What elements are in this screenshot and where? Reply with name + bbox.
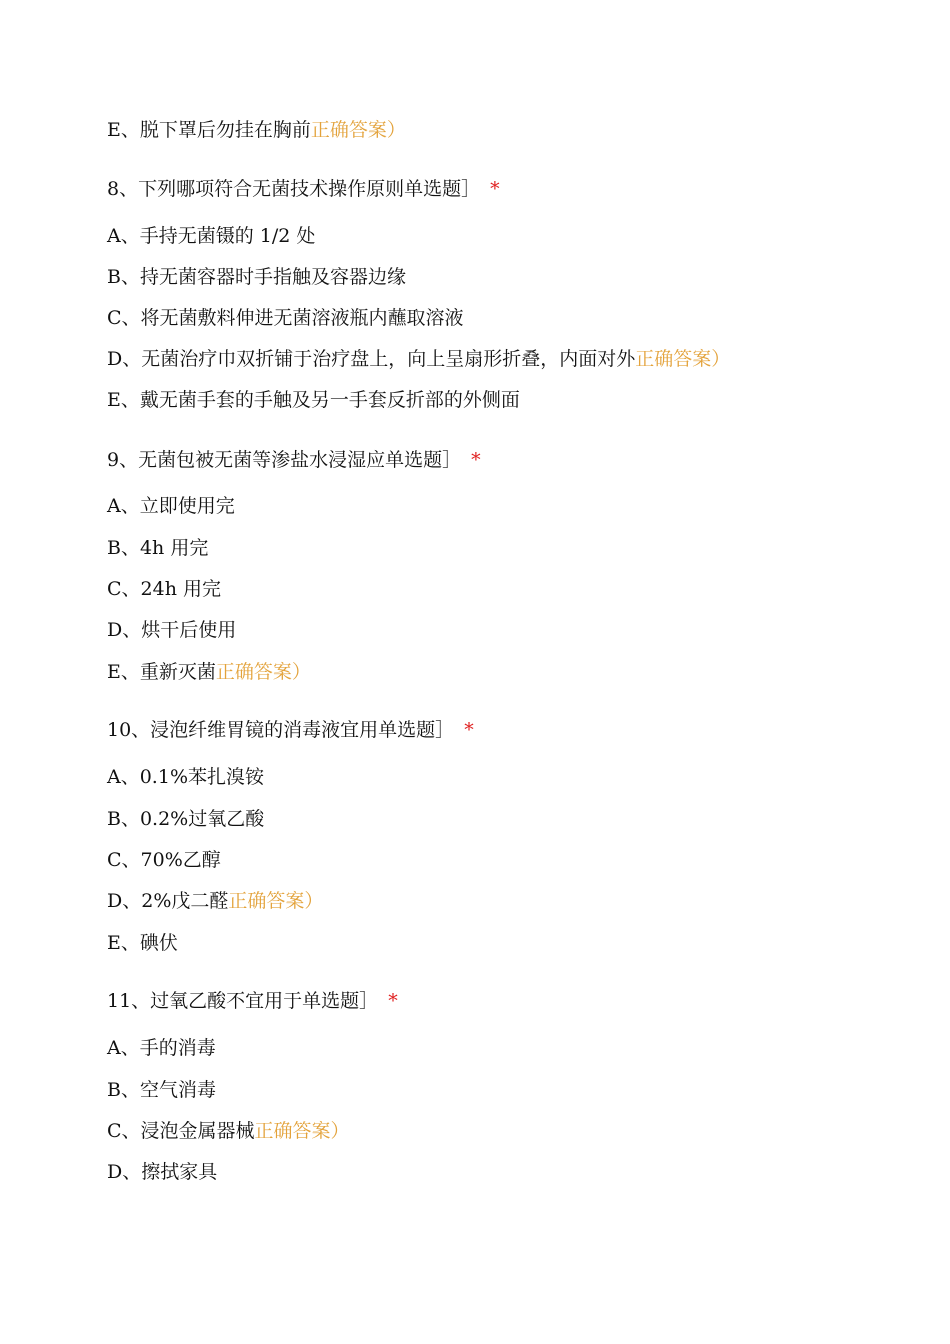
correct-answer-label: 正确答案）	[215, 661, 311, 683]
question-text: 9、无菌包被无菌等渗盐水浸湿应单选题］	[107, 449, 462, 471]
option-text: E、碘伏	[107, 932, 178, 954]
option-text: A、手的消毒	[107, 1037, 216, 1059]
answer-option	[107, 660, 311, 684]
option-text: B、空气消毒	[107, 1079, 216, 1101]
required-asterisk: *	[464, 719, 474, 741]
correct-answer-label: 正确答案）	[635, 348, 731, 370]
answer-option	[107, 577, 221, 601]
question-title	[107, 177, 500, 201]
question-text: 8、下列哪项符合无菌技术操作原则单选题］	[107, 178, 481, 200]
option-text: A、0.1%苯扎溴铵	[107, 766, 264, 788]
answer-option	[107, 807, 264, 831]
answer-option	[107, 224, 315, 248]
answer-option	[107, 1036, 216, 1060]
option-text: B、持无菌容器时手指触及容器边缘	[107, 266, 406, 288]
answer-option	[107, 931, 178, 955]
correct-answer-label: 正确答案）	[254, 1120, 350, 1142]
answer-option	[107, 265, 406, 289]
answer-option	[107, 1160, 217, 1184]
option-text: B、0.2%过氧乙酸	[107, 808, 265, 830]
option-text: D、无菌治疗巾双折铺于治疗盘上，向上呈扇形折叠，内面对外	[107, 348, 636, 370]
required-asterisk: *	[471, 449, 481, 471]
answer-option	[107, 494, 235, 518]
answer-option	[107, 889, 323, 913]
option-text: C、24h 用完	[107, 578, 221, 600]
answer-option	[107, 536, 208, 560]
option-text: C、浸泡金属器械	[107, 1120, 255, 1142]
answer-option	[107, 618, 236, 642]
answer-option	[107, 1078, 216, 1102]
option-text: E、戴无菌手套的手触及另一手套反折部的外侧面	[107, 389, 520, 411]
question-title	[107, 718, 474, 742]
option-text: C、70%乙醇	[107, 849, 221, 871]
option-text: A、手持无菌镊的 1/2 处	[107, 225, 316, 247]
answer-option	[107, 118, 406, 142]
answer-option	[107, 347, 730, 371]
answer-option	[107, 388, 520, 412]
option-text: D、2%戊二醛	[107, 890, 229, 912]
answer-option	[107, 1119, 350, 1143]
option-text: A、立即使用完	[107, 495, 235, 517]
option-text: B、4h 用完	[107, 537, 209, 559]
required-asterisk: *	[490, 178, 500, 200]
question-text: 11、过氧乙酸不宜用于单选题］	[107, 990, 379, 1012]
option-text: D、擦拭家具	[107, 1161, 218, 1183]
option-text: E、重新灭菌	[107, 661, 216, 683]
answer-option	[107, 306, 464, 330]
correct-answer-label: 正确答案）	[228, 890, 324, 912]
option-text: D、烘干后使用	[107, 619, 237, 641]
answer-option	[107, 848, 221, 872]
question-title	[107, 989, 398, 1013]
question-title	[107, 448, 481, 472]
option-text: E、脱下罩后勿挂在胸前	[107, 119, 311, 141]
answer-option	[107, 765, 264, 789]
correct-answer-label: 正确答案）	[310, 119, 406, 141]
question-text: 10、浸泡纤维胃镜的消毒液宜用单选题］	[107, 719, 455, 741]
required-asterisk: *	[388, 990, 398, 1012]
option-text: C、将无菌敷料伸进无菌溶液瓶内蘸取溶液	[107, 307, 464, 329]
